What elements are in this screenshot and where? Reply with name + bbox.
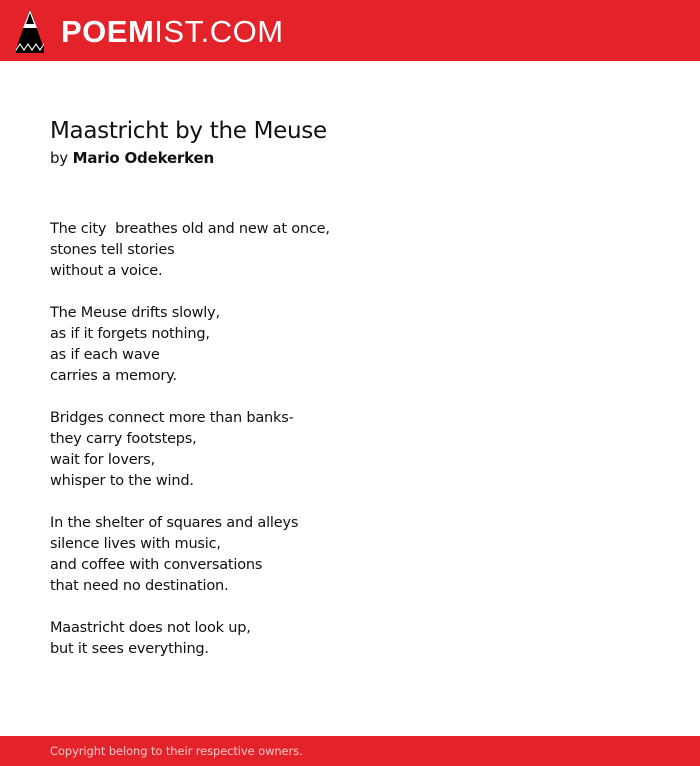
poem-line: In the shelter of squares and alleys bbox=[50, 515, 299, 531]
poem-line: silence lives with music, bbox=[50, 536, 221, 552]
stanza bbox=[50, 618, 650, 660]
poem-line: carries a memory. bbox=[50, 368, 177, 384]
poem-line: stones tell stories bbox=[50, 242, 175, 258]
poem-line: whisper to the wind. bbox=[50, 473, 194, 489]
site-logo-link[interactable] bbox=[16, 8, 284, 54]
author-name[interactable]: Mario Odekerken bbox=[72, 149, 214, 167]
poem-line: Bridges connect more than banks- bbox=[50, 410, 294, 426]
poem-line: they carry footsteps, bbox=[50, 431, 197, 447]
logo-light-part: IST.COM bbox=[154, 13, 284, 49]
byline bbox=[50, 148, 650, 168]
stanza bbox=[50, 408, 650, 492]
poem-line: without a voice. bbox=[50, 263, 163, 279]
poem-body bbox=[50, 219, 650, 660]
stanza bbox=[50, 219, 650, 282]
poem-line: The Meuse drifts slowly, bbox=[50, 305, 220, 321]
poem-line: Maastricht does not look up, bbox=[50, 620, 251, 636]
byline-prefix: by bbox=[50, 149, 68, 167]
poem-article bbox=[50, 116, 650, 681]
poem-line: but it sees everything. bbox=[50, 641, 209, 657]
logo-bold-part: POEM bbox=[61, 13, 155, 49]
poem-line: as if it forgets nothing, bbox=[50, 326, 210, 342]
poem-line: as if each wave bbox=[50, 347, 160, 363]
poem-line: that need no destination. bbox=[50, 578, 229, 594]
stanza bbox=[50, 303, 650, 387]
pencil-icon bbox=[16, 9, 44, 53]
poem-line: wait for lovers, bbox=[50, 452, 155, 468]
poem-line: The city breathes old and new at once, bbox=[50, 221, 330, 237]
footer-bar bbox=[0, 736, 700, 766]
copyright-notice: Copyright belong to their respective owners. bbox=[50, 744, 303, 758]
stanza bbox=[50, 513, 650, 597]
poem-title: Maastricht by the Meuse bbox=[50, 118, 327, 144]
top-bar bbox=[0, 0, 700, 61]
site-logo-text bbox=[61, 13, 284, 49]
poem-line: and coffee with conversations bbox=[50, 557, 263, 573]
